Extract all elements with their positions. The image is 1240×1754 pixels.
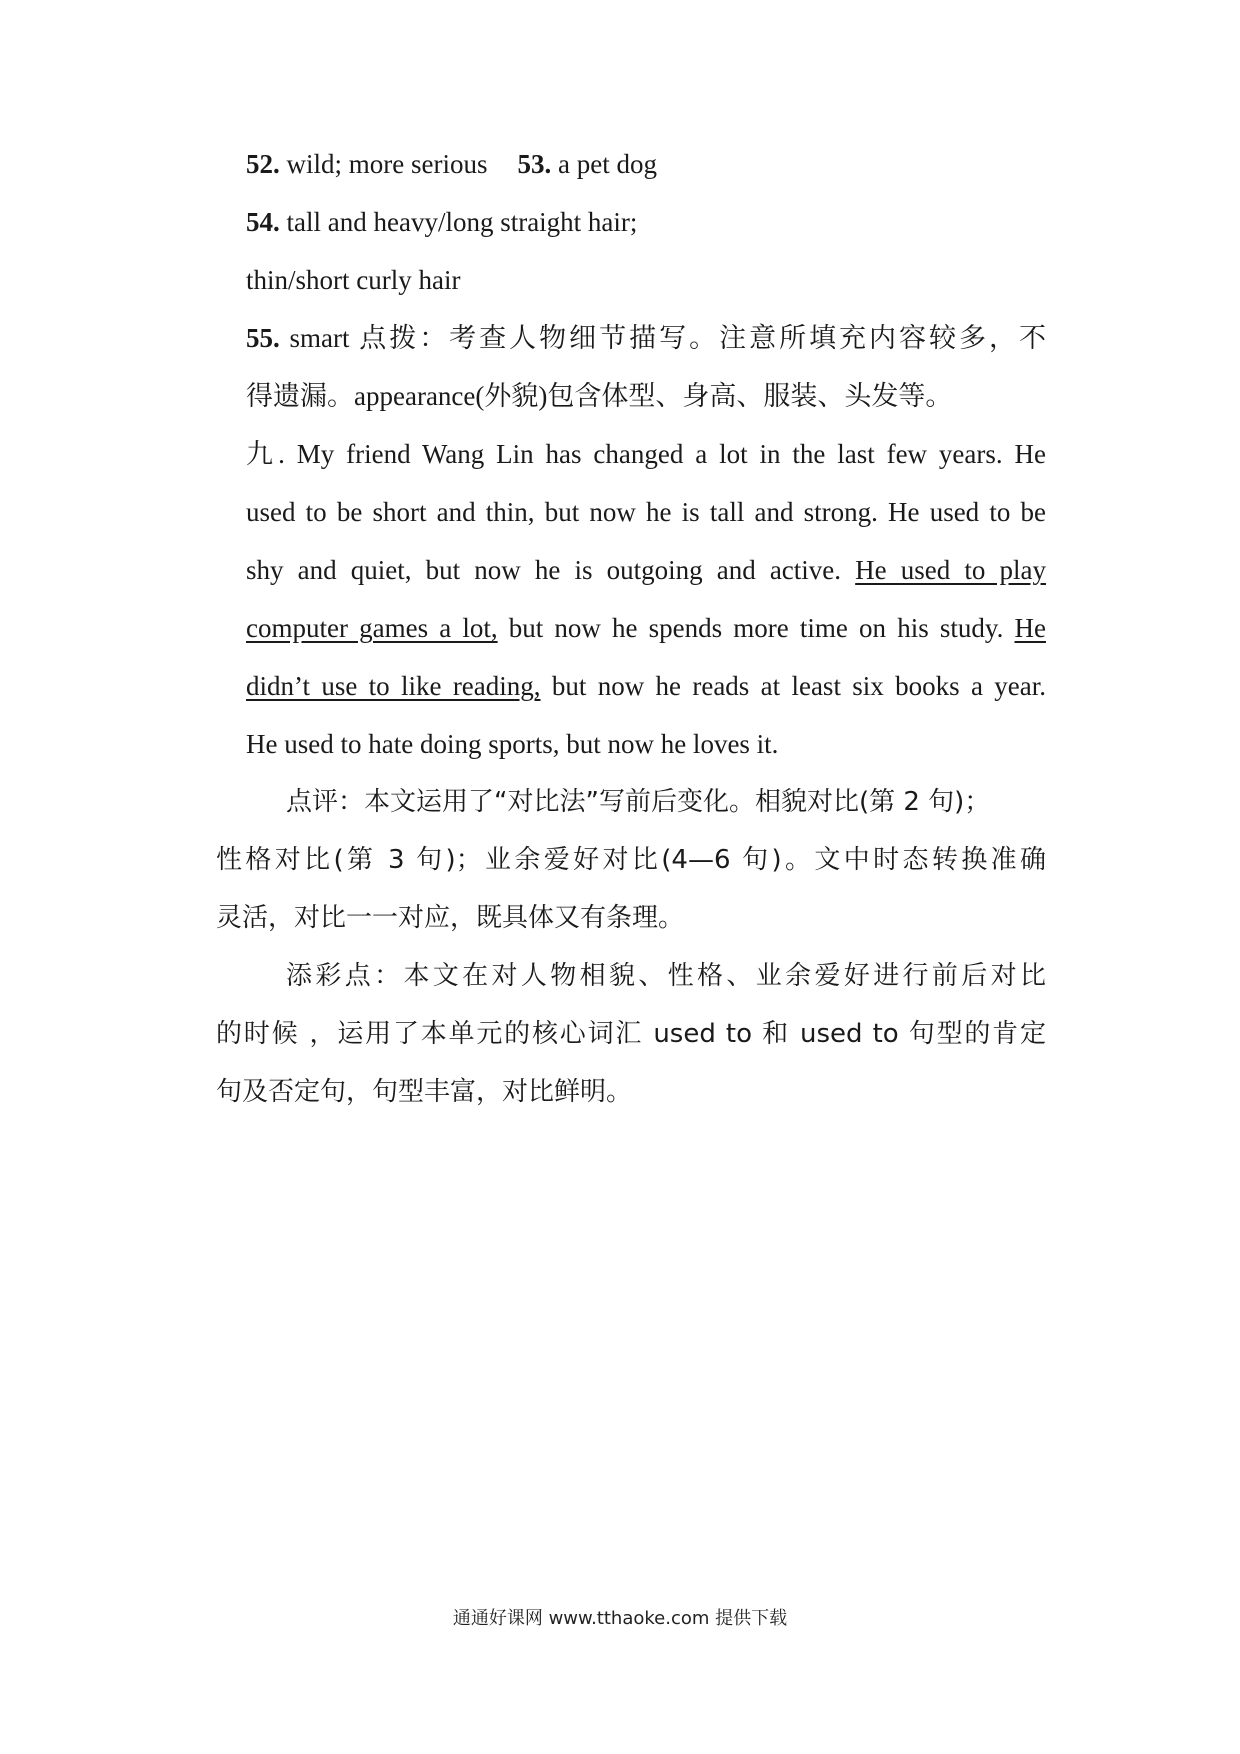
answer-text: 得遗漏。appearance(外貌)包含体型、身高、服装、头发等。 xyxy=(246,381,953,411)
essay-line-5 xyxy=(246,666,1046,706)
comment-line-1 xyxy=(286,782,990,822)
essay-line-3 xyxy=(246,550,1046,590)
underlined-sentence: didn’t use to like reading, xyxy=(246,671,541,701)
item-number: 54. xyxy=(246,207,280,237)
underlined-sentence: computer games a lot, xyxy=(246,613,498,643)
answer-text: thin/short curly hair xyxy=(246,265,461,295)
essay-text: but now he reads at least six books a year. xyxy=(540,671,1046,701)
essay-line-6 xyxy=(246,724,778,764)
answer-text: tall and heavy/long straight hair; xyxy=(279,207,638,237)
underlined-sentence: He used to play xyxy=(855,555,1046,585)
essay-text: shy and quiet, but now he is outgoing and active. xyxy=(246,555,856,585)
item-number: 55. xyxy=(246,323,280,353)
answer-54-continued xyxy=(246,260,460,300)
answer-55-continued xyxy=(246,376,952,416)
footer-credit: 通通好课网 www.tthaoke.com 提供下载 xyxy=(452,1608,788,1629)
comment-line-3 xyxy=(216,898,684,938)
item-number: 52. xyxy=(246,149,280,179)
essay-text: but now he spends more time on his study. xyxy=(497,613,1015,643)
highlight-line-2 xyxy=(216,1014,1046,1054)
item-number: 53. xyxy=(517,149,552,179)
essay-text: 九. My friend Wang Lin has changed a lot in the last few years. He xyxy=(246,439,1046,469)
answer-text: smart 点拨：考查人物细节描写。注意所填充内容较多，不 xyxy=(279,323,1046,353)
essay-text: He used to hate doing sports, but now he loves it. xyxy=(246,729,779,759)
highlight-text: 添彩点：本文在对人物相貌、性格、业余爱好进行前后对比 xyxy=(286,961,1046,991)
answer-text: a pet dog xyxy=(551,149,657,179)
underlined-sentence: He xyxy=(1014,613,1046,643)
answer-54 xyxy=(246,202,637,242)
essay-line-1 xyxy=(246,434,1046,474)
answer-55 xyxy=(246,318,1046,358)
essay-line-2 xyxy=(246,492,1046,532)
comment-text: 性格对比(第 3 句)；业余爱好对比(4—6 句)。文中时态转换准确 xyxy=(216,845,1046,875)
essay-text: used to be short and thin, but now he is tall and strong. He used to be xyxy=(246,497,1046,527)
highlight-text: 句及否定句，句型丰富，对比鲜明。 xyxy=(216,1077,633,1107)
highlight-line-1 xyxy=(286,956,1046,996)
comment-text: 灵活，对比一一对应，既具体又有条理。 xyxy=(216,903,685,933)
highlight-line-3 xyxy=(216,1072,632,1112)
comment-text: 点评：本文运用了“对比法”写前后变化。相貌对比(第 2 句)； xyxy=(286,787,991,817)
comment-line-2 xyxy=(216,840,1046,880)
highlight-text: 的时候 ，运用了本单元的核心词汇 used to 和 used to 句型的肯定 xyxy=(216,1019,1046,1049)
answer-text: wild; more serious xyxy=(279,149,488,179)
essay-line-4 xyxy=(246,608,1046,648)
answer-52-53 xyxy=(246,144,657,184)
